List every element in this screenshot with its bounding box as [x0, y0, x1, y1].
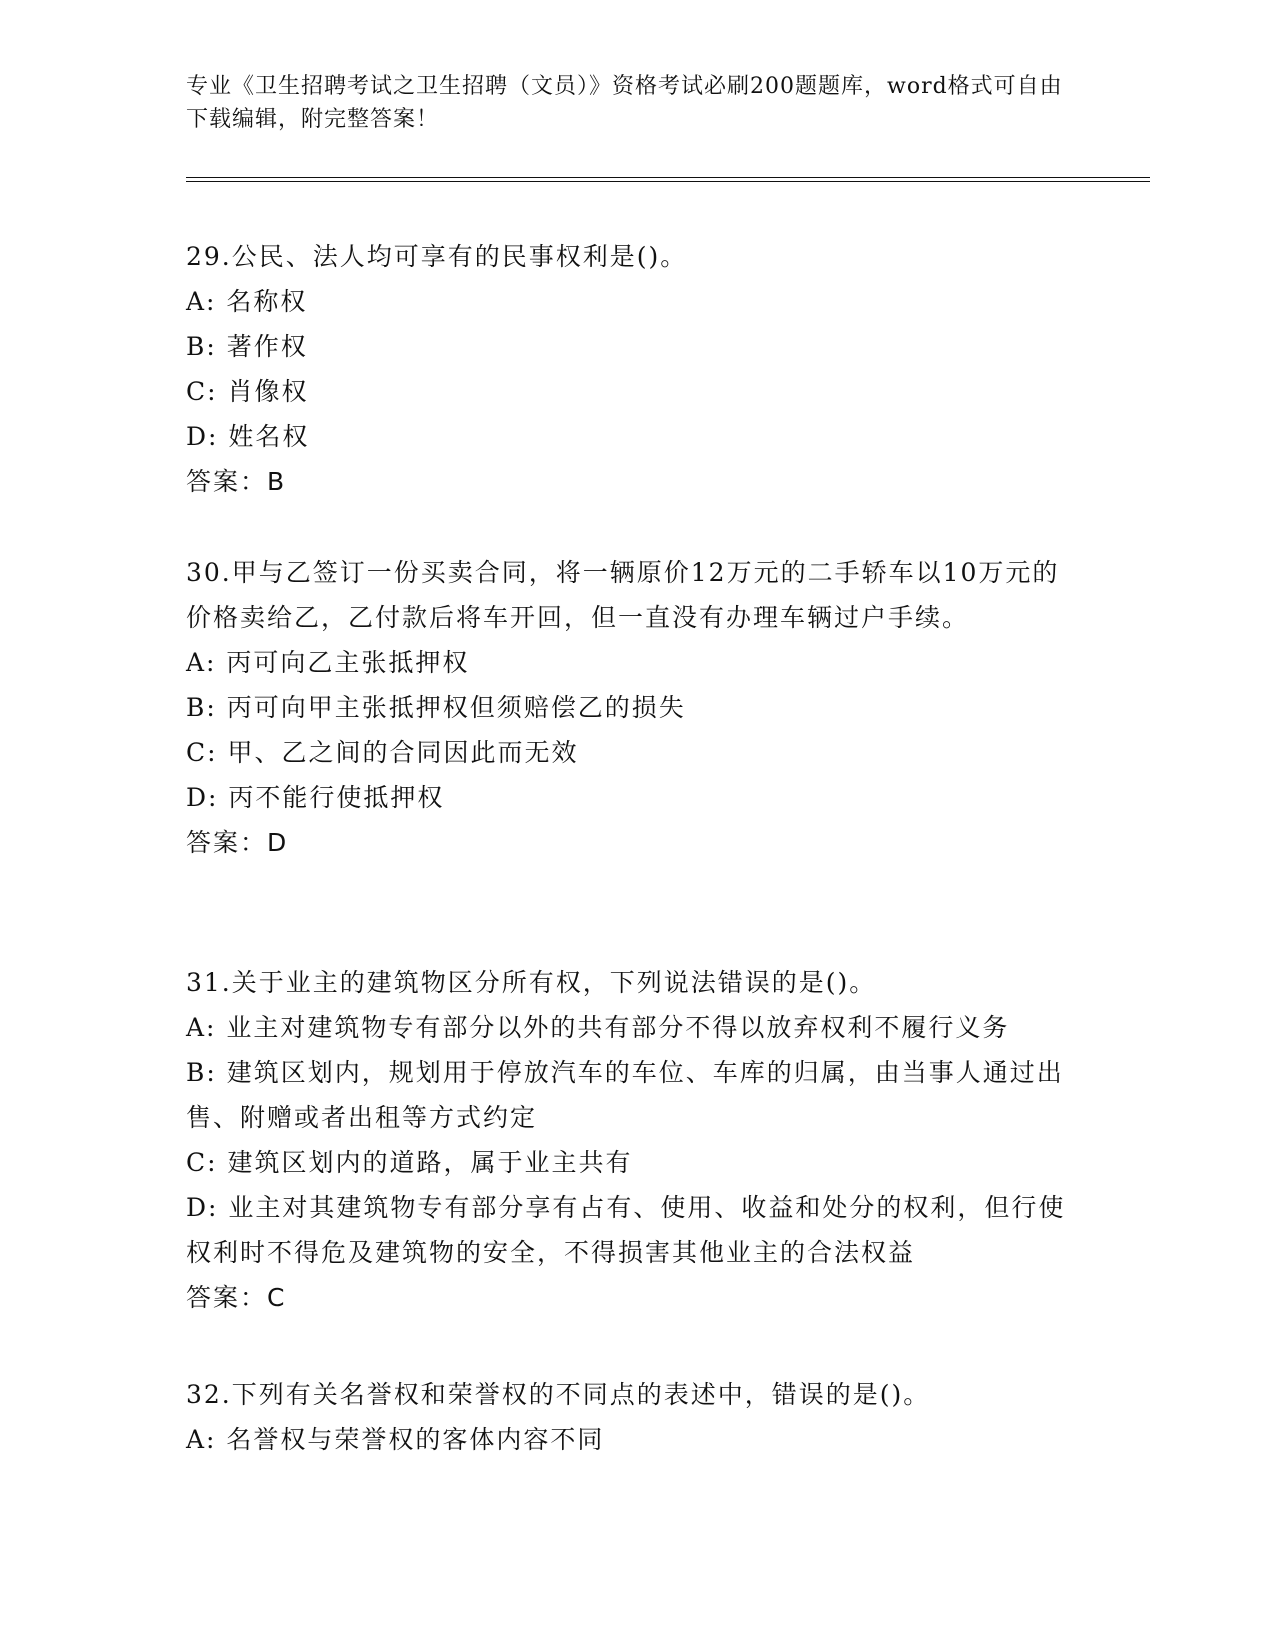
option-b: B: 著作权: [186, 332, 308, 361]
answer-line: 答案：D: [186, 828, 289, 857]
question-stem: 31.关于业主的建筑物区分所有权，下列说法错误的是()。: [186, 968, 877, 997]
document-header: 专业《卫生招聘考试之卫生招聘（文员）》资格考试必刷200题题库，word格式可自由下载编辑，附完整答案！: [186, 74, 1063, 132]
answer-line: 答案：C: [186, 1283, 287, 1312]
option-d: D: 姓名权: [186, 422, 310, 451]
header-divider: [186, 177, 1150, 183]
option-d: D: 丙不能行使抵押权: [186, 783, 445, 812]
question-30: [186, 550, 1076, 865]
option-c: C: 甲、乙之间的合同因此而无效: [186, 738, 579, 767]
option-d: D: 业主对其建筑物专有部分享有占有、使用、收益和处分的权利，但行使权利时不得危及建筑物的安全，不得损害其他业主的合法权益: [186, 1193, 1066, 1267]
question-32: [186, 1372, 1076, 1462]
question-29: [186, 234, 1076, 504]
option-b: B: 丙可向甲主张抵押权但须赔偿乙的损失: [186, 693, 686, 722]
divider-line-bottom: [186, 181, 1150, 182]
option-b: B: 建筑区划内，规划用于停放汽车的车位、车库的归属，由当事人通过出售、附赠或者出租等方式约定: [186, 1058, 1064, 1132]
option-a: A: 业主对建筑物专有部分以外的共有部分不得以放弃权利不履行义务: [186, 1013, 1010, 1042]
option-c: C: 建筑区划内的道路，属于业主共有: [186, 1148, 633, 1177]
option-a: A: 丙可向乙主张抵押权: [186, 648, 470, 677]
question-stem: 30.甲与乙签订一份买卖合同，将一辆原价12万元的二手轿车以10万元的价格卖给乙，乙付款后将车开回，但一直没有办理车辆过户手续。: [186, 558, 1060, 632]
question-stem: 29.公民、法人均可享有的民事权利是()。: [186, 242, 688, 271]
answer-line: 答案：B: [186, 467, 287, 496]
question-31: [186, 960, 1076, 1320]
option-c: C: 肖像权: [186, 377, 309, 406]
divider-line-top: [186, 177, 1150, 178]
option-a: A: 名誉权与荣誉权的客体内容不同: [186, 1425, 605, 1454]
question-stem: 32.下列有关名誉权和荣誉权的不同点的表述中，错误的是()。: [186, 1380, 931, 1409]
option-a: A: 名称权: [186, 287, 308, 316]
